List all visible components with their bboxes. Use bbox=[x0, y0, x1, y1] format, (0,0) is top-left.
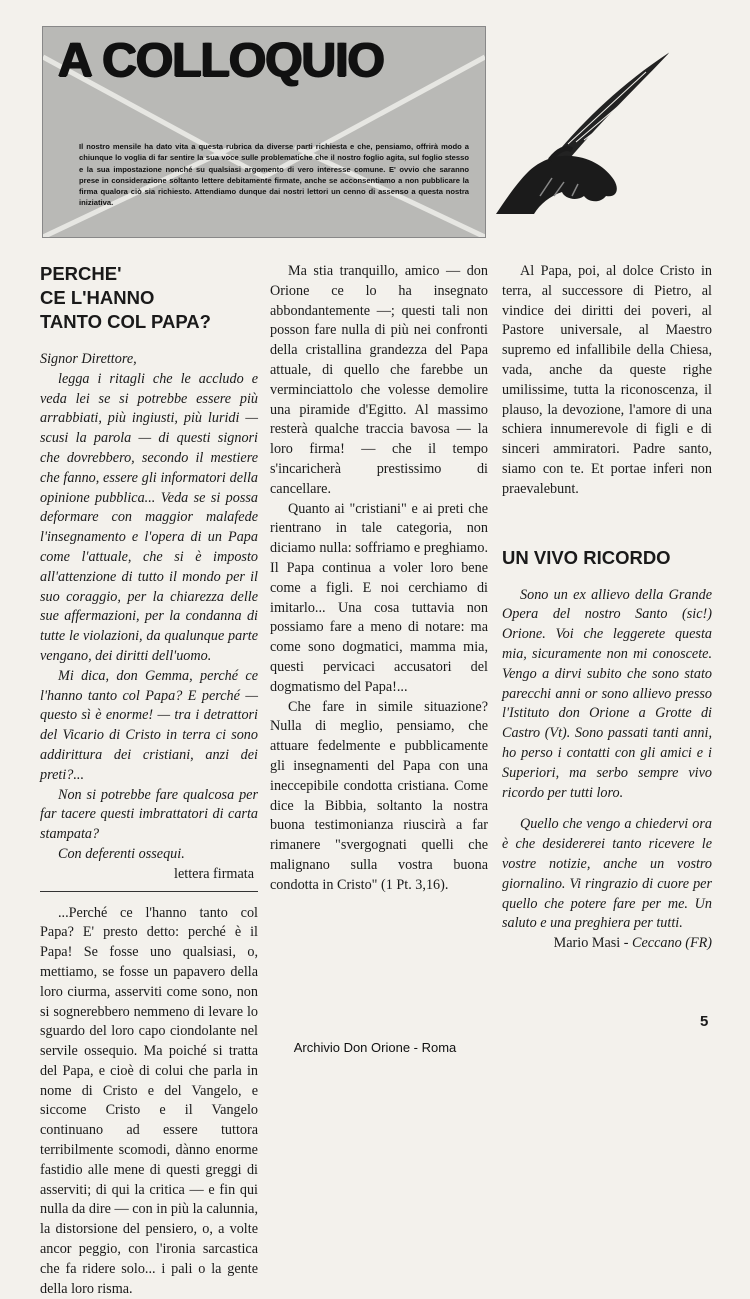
signature-name: Mario Masi - bbox=[553, 935, 633, 952]
heading-line: TANTO COL PAPA? bbox=[40, 311, 211, 332]
letter-paragraph: Mi dica, don Gemma, perché ce l'hanno tanto col Papa? E perché — questo sì è enorme! — tra i detrattori del Vicario di Cristo in terra ci sono addirittura dei cristiani, anzi dei preti?... bbox=[40, 667, 258, 783]
letter-paragraph: Sono un ex allievo della Grande Opera del nostro Santo (sic!) Orione. Voi che leggerete questa mia, sicuramente non mi conoscete. Vengo a dirvi subito che sono stato parecchi anni or sono allievo presso l'Istituto don Orione a Grotte di Castro (Vt). Sono passati tanti anni, ho perso i contatti con gli amici e i Superiori, ma serbo sempre vivo ricordo per tutti loro. bbox=[502, 586, 712, 801]
reply-paragraph: Al Papa, poi, al dolce Cristo in terra, al successore di Pietro, al vindice dei diritti dei poveri, al Pastore universale, al Maestro supremo ed infallibile della Chiesa, vada, anche da queste righe umilissime, tutta la riconoscenza, il plauso, la devozione, l'amore di una schiera innumerevole di figli e di sinceri ammiratori. Padre santo, siamo con te. Et portae inferi non praevalebunt. bbox=[502, 263, 712, 497]
reply-paragraph: Che fare in simile situazione? Nulla di meglio, pensiamo, che attuare fedelmente e pubblicamente gli insegnamenti del Papa con una ineccepibile condotta cristiana. Come dice la Bibbia, soltanto la nostra buona testimonianza riuscirà a far rimanere "svergognati quelli che malignano sulla vostra buona condotta in Cristo" (1 Pt. 3,16). bbox=[270, 698, 488, 893]
letter-paragraph: Quello che vengo a chiedervi ora è che desidererei tanto ricevere le vostre notizie, anche un vostro giornalino. Vi ringrazio di cuore per quello che potere fare per me. Un saluto e una preghiera per tutti. bbox=[502, 816, 712, 932]
letter-closing: Con deferenti ossequi. bbox=[58, 845, 185, 862]
article-heading bbox=[40, 262, 258, 334]
reply-paragraph: ...Perché ce l'hanno tanto col Papa? E' presto detto: perché è il Papa! Se fosse uno qualsiasi, o, mettiamo, se fosse un papavero della loro ciurma, asserviti come sono, non si sognerebbero nemmeno di levare lo sguardo del loro capo ciondolante nel servile ossequio. Ma poiché si tratta del Papa, e cioè di colui che parla in nome di Cristo e del Vangelo, e siccome Cristo e il Vangelo continuano ad essere tuttora terribilmente scomodi, dànno enorme fastidio alle mene di questi greggi di asserviti; di qui la critica — e fin qui nulla da dire — con in più la calunnia, la distorsione del pensiero, o, a volte ancor peggio, con l'ironia sarcastica che fa ridere solo... i pali o la gente della loro risma. bbox=[40, 904, 258, 1297]
heading-line: PERCHE' bbox=[40, 263, 122, 284]
signature-place: Ceccano (FR) bbox=[632, 935, 712, 952]
heading-line: CE L'HANNO bbox=[40, 287, 155, 308]
reply-paragraph: Quanto ai "cristiani" e ai preti che rientrano in tale categoria, non diciamo nulla: soffriamo e preghiamo. Il Papa continua a voler loro bene come a figli. E noi cerchiamo di imitarlo... Una cosa tuttavia non possiamo fare a meno di notare: ma come sono dogmatici, mamma mia, questi pervicaci accusatori del dogmatismo del Papa!... bbox=[270, 500, 488, 695]
reply-paragraph: Ma stia tranquillo, amico — don Orione ce lo ha insegnato abbondantemente —; questi tali non posson fare nulla di più nei confronti della cristallina grandezza del Papa attuale, di quello che farebbe un verminciattolo che volesse demolire una piramide d'Egitto. Al massimo resterà qualche traccia bavosa — la loro firma! — che il tempo s'incaricherà prestissimo di cancellare. bbox=[270, 263, 488, 497]
letter-paragraph: Non si potrebbe fare qualcosa per far tacere questi imbrattatori di carta stampata? bbox=[40, 786, 258, 843]
article-heading: UN VIVO RICORDO bbox=[502, 546, 671, 568]
column-3 bbox=[502, 262, 712, 954]
column-2 bbox=[270, 262, 488, 896]
letter-paragraph: legga i ritagli che le accludo e veda lei se si potrebbe essere più arrabbiati, più ingiusti, più luridi — scusi la parola — di questi signori che dovrebbero, secondo il mestiere che fanno, essere gli informatori della opinione pubblica... Veda se si possa deformare con maggior malafede l'insegnamento e l'opera di un Papa come l'attuale, che si è imposto all'attenzione di tutto il mondo per il suo coraggio, per la chiarezza delle sue affermazioni, per la condanna di tutte le violazioni, da qualunque parte vengano, dei diritti dell'uomo. bbox=[40, 370, 258, 664]
page-number: 5 bbox=[700, 1013, 709, 1030]
letter-signature bbox=[502, 934, 712, 954]
banner bbox=[42, 26, 486, 238]
section-intro: Il nostro mensile ha dato vita a questa rubrica da diverse parti richiesta e che, pensiamo, offrirà modo a chiunque lo voglia di far sentire la sua voce sulle problematiche che il nostro foglio agita, sul foglio stesso e la sua impostazione nonché su qualsiasi argomento di vero interesse comune. E' ovvio che saranno prese in considerazione soltanto lettere debitamente firmate, anche se acconsentiamo a non pubblicare la firma qualora ciò sia richiesto. Attendiamo dunque dai nostri lettori un cenno di assenso a questa nostra iniziativa. bbox=[79, 142, 469, 208]
archive-footer: Archivio Don Orione - Roma bbox=[293, 1040, 457, 1055]
quill-hand-illustration bbox=[488, 46, 678, 216]
section-title: A COLLOQUIO bbox=[57, 34, 383, 87]
letter-signature: lettera firmata bbox=[174, 865, 254, 882]
column-1 bbox=[40, 262, 258, 1299]
letter-salutation: Signor Direttore, bbox=[40, 351, 137, 367]
